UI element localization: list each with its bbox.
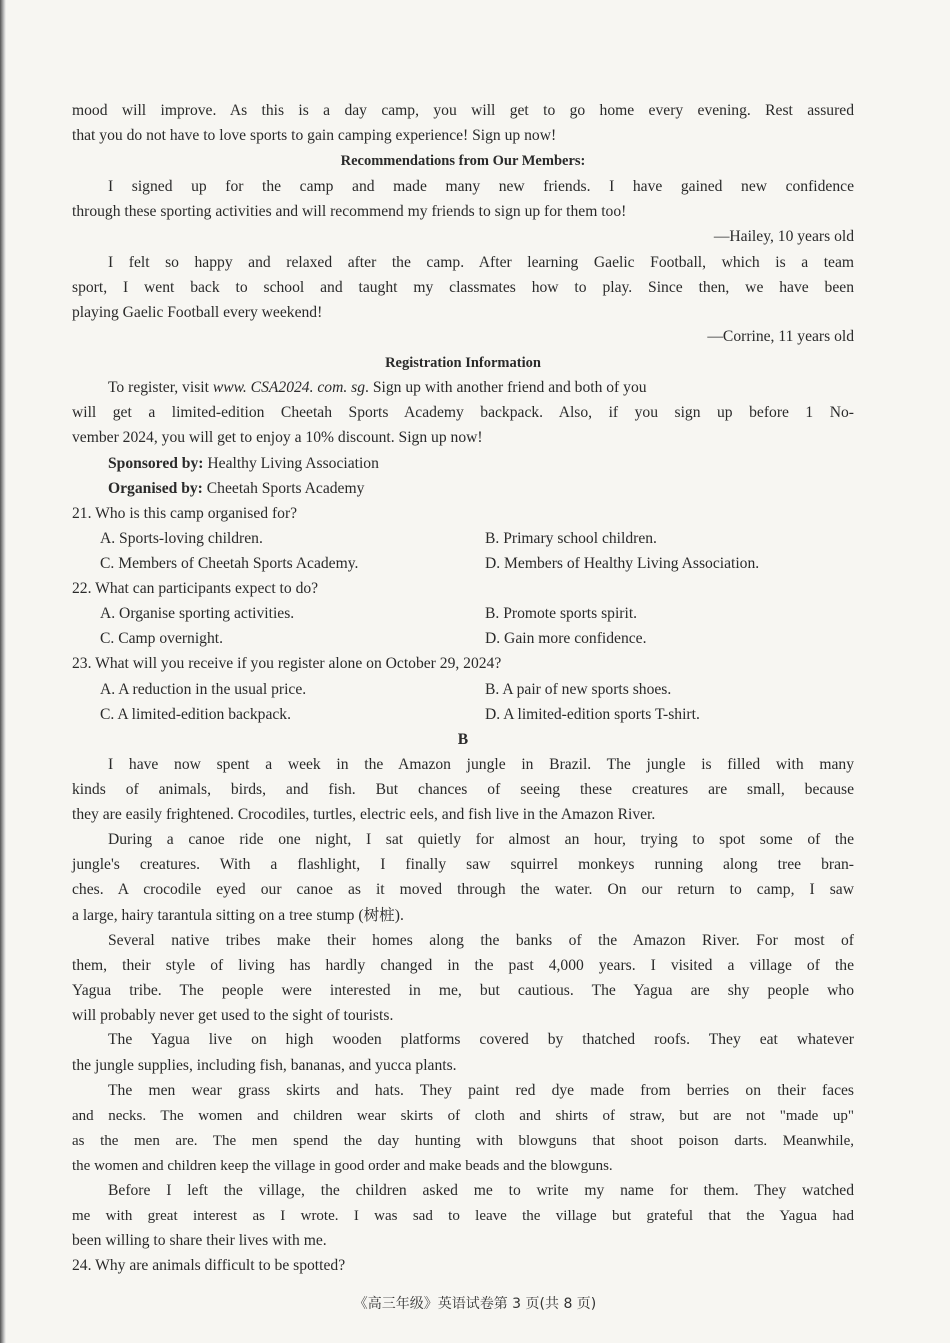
text-line: the jungle supplies, including fish, bananas, and yucca plants. — [72, 1057, 457, 1074]
registration-heading: Registration Information — [385, 355, 541, 371]
recommendation-author: —Corrine, 11 years old — [707, 328, 854, 345]
page-footer: 《高三年级》英语试卷第 3 页(共 8 页) — [353, 1296, 597, 1312]
text-line: The Yagua live on high wooden platforms covered by thatched roofs. They eat whatever — [108, 1031, 854, 1048]
option: C. Camp overnight. — [100, 630, 224, 647]
text-line: I felt so happy and relaxed after the camp. After learning Gaelic Football, which is a team — [108, 254, 854, 271]
option: D. A limited-edition sports T-shirt. — [485, 706, 700, 723]
option: B. A pair of new sports shoes. — [485, 681, 672, 698]
text-line: kinds of animals, birds, and fish. But chances of seeing these creatures are small, because — [72, 781, 854, 798]
text-line: been willing to share their lives with me. — [72, 1232, 327, 1249]
text: To register, visit — [108, 379, 213, 396]
text-line: them, their style of living has hardly changed in the past 4,000 years. I visited a village of the — [72, 957, 854, 974]
text-line: playing Gaelic Football every weekend! — [72, 304, 323, 321]
option: B. Promote sports spirit. — [485, 605, 638, 622]
text-line: they are easily frightened. Crocodiles, turtles, electric eels, and fish live in the Amazon River. — [72, 806, 656, 823]
text-line: will probably never get used to the sight of tourists. — [72, 1007, 394, 1024]
option: A. A reduction in the usual price. — [100, 681, 307, 698]
text-line: The men wear grass skirts and hats. They paint red dye made from berries on their faces — [108, 1082, 854, 1099]
section-b-heading: B — [457, 731, 469, 748]
question-23: 23. What will you receive if you register alone on October 29, 2024? — [72, 655, 502, 672]
organiser-line — [108, 479, 364, 499]
text-line: I signed up for the camp and made many new friends. I have gained new confidence — [108, 178, 854, 195]
sponsor-label: Sponsored by: — [108, 455, 204, 472]
text-line: me with great interest as I wrote. I was sad to leave the village but grateful that the Yagua had — [72, 1208, 854, 1224]
text-line: mood will improve. As this is a day camp, you will get to go home every evening. Rest assured — [72, 102, 854, 119]
organiser-label: Organised by: — [108, 480, 203, 497]
text-line: through these sporting activities and will recommend my friends to sign up for them too! — [72, 203, 627, 220]
option: B. Primary school children. — [485, 530, 657, 547]
organiser-value: Cheetah Sports Academy — [202, 480, 365, 497]
text-line: a large, hairy tarantula sitting on a tree stump (树桩). — [72, 907, 404, 924]
text-line: Several native tribes make their homes along the banks of the Amazon River. For most of — [108, 932, 854, 949]
option: D. Gain more confidence. — [485, 630, 647, 647]
text-line: Yagua tribe. The people were interested in me, but cautious. The Yagua are shy people who — [72, 982, 854, 999]
option: A. Organise sporting activities. — [100, 605, 295, 622]
option: D. Members of Healthy Living Association. — [485, 555, 760, 572]
option: C. Members of Cheetah Sports Academy. — [100, 555, 359, 572]
text-line: that you do not have to love sports to gain camping experience! Sign up now! — [72, 127, 557, 144]
sponsor-value: Healthy Living Association — [203, 455, 379, 472]
question-22: 22. What can participants expect to do? — [72, 580, 319, 597]
text-line: vember 2024, you will get to enjoy a 10% discount. Sign up now! — [72, 429, 483, 446]
text-line: will get a limited-edition Cheetah Sports Academy backpack. Also, if you sign up before 1 No- — [72, 404, 854, 421]
registration-url: www. CSA2024. com. sg — [212, 379, 366, 396]
text-line: ches. A crocodile eyed our canoe as it moved through the water. On our return to camp, I saw — [72, 881, 854, 898]
question-24: 24. Why are animals difficult to be spotted? — [72, 1257, 346, 1274]
text-line: the women and children keep the village in good order and make beads and the blowguns. — [72, 1158, 613, 1174]
option: C. A limited-edition backpack. — [100, 706, 291, 723]
question-21: 21. Who is this camp organised for? — [72, 505, 298, 522]
text: . Sign up with another friend and both of you — [365, 379, 647, 396]
option: A. Sports-loving children. — [100, 530, 263, 547]
text-line: Before I left the village, the children asked me to write my name for them. They watched — [108, 1182, 854, 1199]
recommendation-author: —Hailey, 10 years old — [713, 228, 854, 245]
text-line: as the men are. The men spend the day hunting with blowguns that shoot poison darts. Meanwhile, — [72, 1133, 854, 1149]
text-line: sport, I went back to school and taught my classmates how to play. Since then, we have been — [72, 279, 854, 296]
text-line: jungle's creatures. With a flashlight, I finally saw squirrel monkeys running along tree bran- — [72, 856, 854, 873]
sponsor-line — [108, 454, 379, 474]
scan-edge-shadow — [0, 0, 6, 1343]
recommendations-heading: Recommendations from Our Members: — [340, 153, 586, 169]
text-line: I have now spent a week in the Amazon jungle in Brazil. The jungle is filled with many — [108, 756, 854, 773]
registration-line — [108, 378, 647, 398]
text-line: During a canoe ride one night, I sat quietly for almost an hour, trying to spot some of the — [108, 831, 854, 848]
text-line: and necks. The women and children wear skirts of cloth and shirts of straw, but are not "made up" — [72, 1108, 854, 1124]
